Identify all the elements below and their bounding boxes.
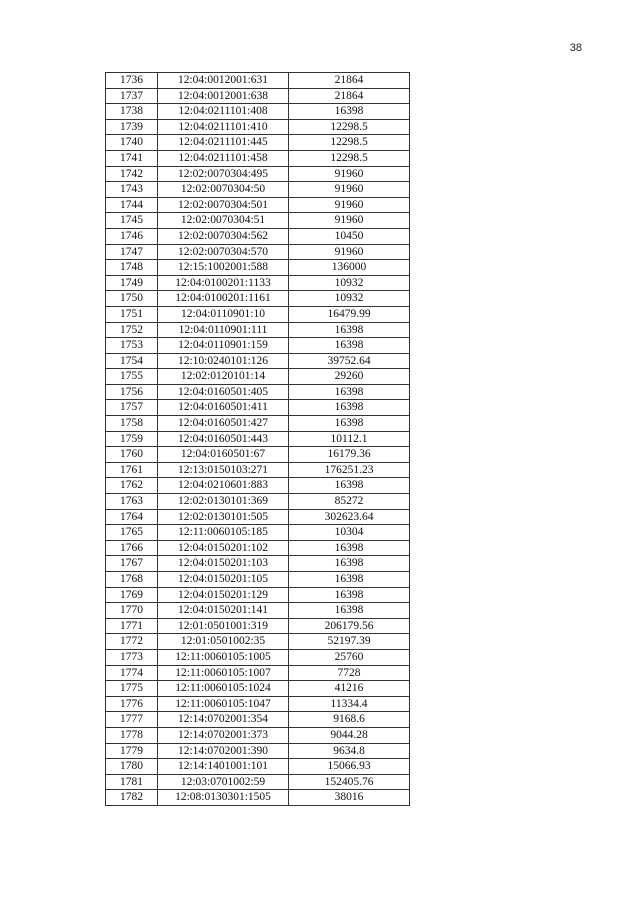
table-row [106, 353, 410, 369]
value-cell: 10112.1 [289, 431, 410, 447]
table-row [106, 431, 410, 447]
value-cell: 16398 [289, 384, 410, 400]
value-cell: 12298.5 [289, 135, 410, 151]
value-cell: 91960 [289, 244, 410, 260]
row-number-cell: 1782 [106, 790, 158, 806]
row-number-cell: 1769 [106, 587, 158, 603]
value-cell: 12298.5 [289, 150, 410, 166]
table-row [106, 572, 410, 588]
table-row [106, 618, 410, 634]
table-row [106, 494, 410, 510]
value-cell: 9168.6 [289, 712, 410, 728]
value-cell: 16398 [289, 587, 410, 603]
row-number-cell: 1746 [106, 228, 158, 244]
value-cell: 9634.8 [289, 743, 410, 759]
cadastral-number-cell: 12:11:0060105:1007 [158, 665, 289, 681]
table-row [106, 416, 410, 432]
table-row [106, 104, 410, 120]
row-number-cell: 1740 [106, 135, 158, 151]
cadastral-number-cell: 12:04:0211101:458 [158, 150, 289, 166]
row-number-cell: 1771 [106, 618, 158, 634]
cadastral-number-cell: 12:13:0150103:271 [158, 462, 289, 478]
row-number-cell: 1776 [106, 696, 158, 712]
value-cell: 38016 [289, 790, 410, 806]
cadastral-number-cell: 12:04:0211101:408 [158, 104, 289, 120]
cadastral-number-cell: 12:02:0070304:562 [158, 228, 289, 244]
table-row [106, 260, 410, 276]
table-row [106, 681, 410, 697]
row-number-cell: 1780 [106, 759, 158, 775]
value-cell: 16398 [289, 572, 410, 588]
cadastral-number-cell: 12:04:0210601:883 [158, 478, 289, 494]
row-number-cell: 1739 [106, 119, 158, 135]
table-row [106, 213, 410, 229]
row-number-cell: 1754 [106, 353, 158, 369]
value-cell: 10932 [289, 291, 410, 307]
cadastral-number-cell: 12:02:0120101:14 [158, 369, 289, 385]
row-number-cell: 1768 [106, 572, 158, 588]
value-cell: 10304 [289, 525, 410, 541]
cadastral-number-cell: 12:14:0702001:390 [158, 743, 289, 759]
value-cell: 91960 [289, 182, 410, 198]
value-cell: 16398 [289, 104, 410, 120]
table-row [106, 447, 410, 463]
row-number-cell: 1781 [106, 774, 158, 790]
table-row [106, 291, 410, 307]
row-number-cell: 1738 [106, 104, 158, 120]
row-number-cell: 1773 [106, 649, 158, 665]
row-number-cell: 1742 [106, 166, 158, 182]
row-number-cell: 1774 [106, 665, 158, 681]
value-cell: 39752.64 [289, 353, 410, 369]
table-row [106, 665, 410, 681]
value-cell: 11334.4 [289, 696, 410, 712]
row-number-cell: 1777 [106, 712, 158, 728]
cadastral-number-cell: 12:04:0100201:1161 [158, 291, 289, 307]
value-cell: 16179.36 [289, 447, 410, 463]
cadastral-number-cell: 12:14:0702001:373 [158, 727, 289, 743]
value-cell: 16398 [289, 556, 410, 572]
row-number-cell: 1750 [106, 291, 158, 307]
cadastral-number-cell: 12:11:0060105:1024 [158, 681, 289, 697]
row-number-cell: 1744 [106, 197, 158, 213]
table-row [106, 306, 410, 322]
cadastral-number-cell: 12:14:0702001:354 [158, 712, 289, 728]
row-number-cell: 1759 [106, 431, 158, 447]
row-number-cell: 1748 [106, 260, 158, 276]
cadastral-number-cell: 12:11:0060105:1005 [158, 649, 289, 665]
value-cell: 85272 [289, 494, 410, 510]
cadastral-number-cell: 12:02:0070304:501 [158, 197, 289, 213]
value-cell: 176251.23 [289, 462, 410, 478]
row-number-cell: 1775 [106, 681, 158, 697]
value-cell: 91960 [289, 213, 410, 229]
cadastral-number-cell: 12:11:0060105:1047 [158, 696, 289, 712]
row-number-cell: 1760 [106, 447, 158, 463]
value-cell: 91960 [289, 197, 410, 213]
cadastral-number-cell: 12:10:0240101:126 [158, 353, 289, 369]
row-number-cell: 1747 [106, 244, 158, 260]
row-number-cell: 1764 [106, 509, 158, 525]
cadastral-number-cell: 12:04:0211101:445 [158, 135, 289, 151]
table-row [106, 712, 410, 728]
table-body [106, 73, 410, 806]
cadastral-number-cell: 12:04:0211101:410 [158, 119, 289, 135]
value-cell: 152405.76 [289, 774, 410, 790]
row-number-cell: 1779 [106, 743, 158, 759]
page-number: 38 [569, 42, 582, 54]
row-number-cell: 1767 [106, 556, 158, 572]
value-cell: 21864 [289, 73, 410, 89]
table-row [106, 759, 410, 775]
table-row [106, 182, 410, 198]
cadastral-number-cell: 12:11:0060105:185 [158, 525, 289, 541]
cadastral-number-cell: 12:04:0110901:10 [158, 306, 289, 322]
table-row [106, 400, 410, 416]
cadastral-number-cell: 12:04:0012001:638 [158, 88, 289, 104]
row-number-cell: 1778 [106, 727, 158, 743]
table-row [106, 275, 410, 291]
cadastral-number-cell: 12:04:0160501:443 [158, 431, 289, 447]
value-cell: 10450 [289, 228, 410, 244]
table-row [106, 525, 410, 541]
cadastral-number-cell: 12:04:0150201:105 [158, 572, 289, 588]
value-cell: 9044.28 [289, 727, 410, 743]
table-row [106, 696, 410, 712]
cadastral-number-cell: 12:15:1002001:588 [158, 260, 289, 276]
cadastral-number-cell: 12:01:0501001:319 [158, 618, 289, 634]
table-row [106, 135, 410, 151]
cadastral-number-cell: 12:04:0100201:1133 [158, 275, 289, 291]
row-number-cell: 1770 [106, 603, 158, 619]
cadastral-number-cell: 12:04:0150201:102 [158, 540, 289, 556]
data-table [105, 72, 410, 806]
table-row [106, 587, 410, 603]
table-row [106, 73, 410, 89]
cadastral-number-cell: 12:04:0110901:111 [158, 322, 289, 338]
value-cell: 15066.93 [289, 759, 410, 775]
value-cell: 41216 [289, 681, 410, 697]
table-row [106, 790, 410, 806]
row-number-cell: 1755 [106, 369, 158, 385]
value-cell: 16398 [289, 478, 410, 494]
row-number-cell: 1756 [106, 384, 158, 400]
row-number-cell: 1741 [106, 150, 158, 166]
table-row [106, 244, 410, 260]
value-cell: 206179.56 [289, 618, 410, 634]
value-cell: 91960 [289, 166, 410, 182]
value-cell: 16398 [289, 540, 410, 556]
value-cell: 16398 [289, 338, 410, 354]
cadastral-number-cell: 12:04:0150201:103 [158, 556, 289, 572]
row-number-cell: 1762 [106, 478, 158, 494]
table-row [106, 197, 410, 213]
row-number-cell: 1761 [106, 462, 158, 478]
row-number-cell: 1757 [106, 400, 158, 416]
cadastral-number-cell: 12:02:0070304:495 [158, 166, 289, 182]
row-number-cell: 1749 [106, 275, 158, 291]
table-row [106, 119, 410, 135]
cadastral-number-cell: 12:04:0160501:427 [158, 416, 289, 432]
table-row [106, 462, 410, 478]
value-cell: 302623.64 [289, 509, 410, 525]
value-cell: 12298.5 [289, 119, 410, 135]
value-cell: 7728 [289, 665, 410, 681]
row-number-cell: 1752 [106, 322, 158, 338]
cadastral-number-cell: 12:02:0130101:369 [158, 494, 289, 510]
row-number-cell: 1743 [106, 182, 158, 198]
table-row [106, 649, 410, 665]
row-number-cell: 1753 [106, 338, 158, 354]
row-number-cell: 1737 [106, 88, 158, 104]
row-number-cell: 1766 [106, 540, 158, 556]
table-row [106, 478, 410, 494]
value-cell: 16398 [289, 400, 410, 416]
table-row [106, 369, 410, 385]
row-number-cell: 1772 [106, 634, 158, 650]
table-row [106, 228, 410, 244]
value-cell: 21864 [289, 88, 410, 104]
cadastral-number-cell: 12:01:0501002:35 [158, 634, 289, 650]
table-row [106, 88, 410, 104]
cadastral-number-cell: 12:04:0110901:159 [158, 338, 289, 354]
cadastral-number-cell: 12:02:0070304:50 [158, 182, 289, 198]
value-cell: 29260 [289, 369, 410, 385]
row-number-cell: 1745 [106, 213, 158, 229]
cadastral-number-cell: 12:04:0160501:405 [158, 384, 289, 400]
table-row [106, 166, 410, 182]
value-cell: 10932 [289, 275, 410, 291]
table-row [106, 540, 410, 556]
value-cell: 16398 [289, 322, 410, 338]
cadastral-number-cell: 12:02:0070304:570 [158, 244, 289, 260]
row-number-cell: 1765 [106, 525, 158, 541]
cadastral-number-cell: 12:04:0150201:129 [158, 587, 289, 603]
table-row [106, 603, 410, 619]
cadastral-number-cell: 12:02:0130101:505 [158, 509, 289, 525]
row-number-cell: 1763 [106, 494, 158, 510]
row-number-cell: 1758 [106, 416, 158, 432]
cadastral-number-cell: 12:04:0012001:631 [158, 73, 289, 89]
value-cell: 16398 [289, 416, 410, 432]
table-row [106, 774, 410, 790]
table-row [106, 556, 410, 572]
cadastral-number-cell: 12:04:0160501:67 [158, 447, 289, 463]
table-row [106, 727, 410, 743]
table-row [106, 150, 410, 166]
value-cell: 136000 [289, 260, 410, 276]
cadastral-number-cell: 12:04:0160501:411 [158, 400, 289, 416]
cadastral-number-cell: 12:02:0070304:51 [158, 213, 289, 229]
table-row [106, 634, 410, 650]
value-cell: 25760 [289, 649, 410, 665]
row-number-cell: 1736 [106, 73, 158, 89]
cadastral-number-cell: 12:08:0130301:1505 [158, 790, 289, 806]
table-row [106, 322, 410, 338]
table-row [106, 743, 410, 759]
value-cell: 52197.39 [289, 634, 410, 650]
cadastral-number-cell: 12:04:0150201:141 [158, 603, 289, 619]
table-row [106, 509, 410, 525]
table-row [106, 384, 410, 400]
cadastral-number-cell: 12:14:1401001:101 [158, 759, 289, 775]
row-number-cell: 1751 [106, 306, 158, 322]
table-row [106, 338, 410, 354]
cadastral-number-cell: 12:03:0701002:59 [158, 774, 289, 790]
value-cell: 16398 [289, 603, 410, 619]
value-cell: 16479.99 [289, 306, 410, 322]
